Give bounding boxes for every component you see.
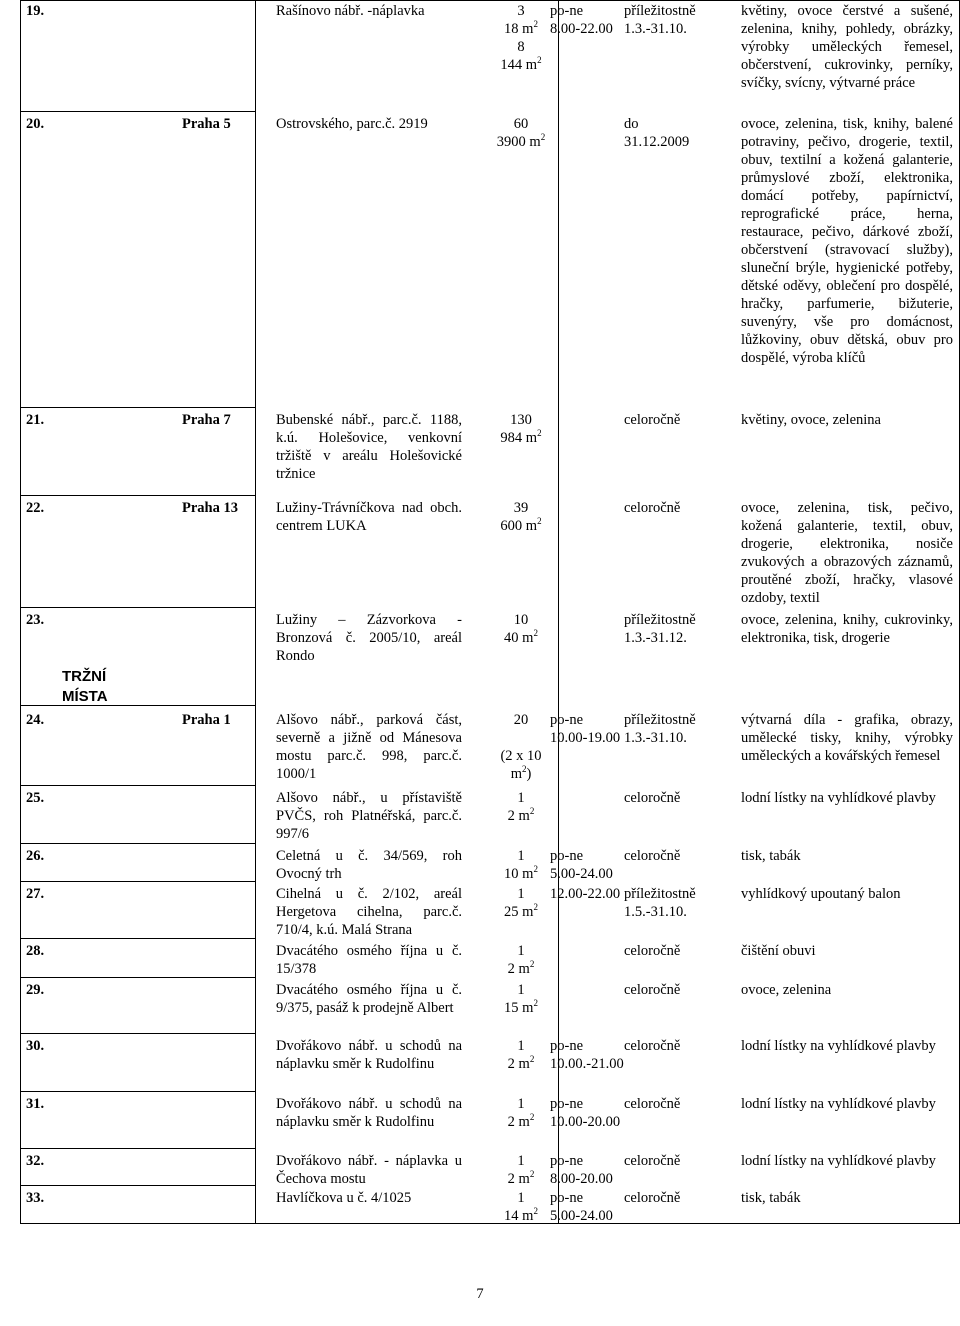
row-divider — [20, 938, 255, 939]
cell-no: 31. — [26, 1096, 45, 1112]
cell-count: 1 14 $m^2$ — [504, 1190, 538, 1224]
cell-address: Lužiny-Trávníčkova nad obch. centrem LUKA — [276, 500, 462, 534]
row-divider — [20, 843, 255, 844]
cell-count: 1 2 $m^2$ — [507, 943, 535, 977]
cell-period: celoročně — [624, 1190, 681, 1206]
cell-address: Lužiny – Zázvorkova - Bronzová č. 2005/10, areál Rondo — [276, 612, 462, 664]
cell-district: Praha 5 — [182, 116, 231, 132]
cell-no: 29. — [26, 982, 45, 998]
cell-period: příležitostně 1.3.-31.10. — [624, 3, 696, 37]
cell-period: celoročně — [624, 1038, 681, 1054]
row-divider — [20, 1033, 255, 1034]
cell-period: příležitostně 1.3.-31.12. — [624, 612, 696, 646]
cell-address: Bubenské nábř., parc.č. 1188, k.ú. Holešovice, venkovní tržiště v areálu Holešovické tržnice — [276, 412, 462, 482]
row-divider — [20, 977, 255, 978]
cell-count: 3 18 $m^2$ 8 144 $m^2$ — [500, 3, 542, 73]
cell-goods: čištění obuvi — [741, 943, 816, 959]
cell-period: celoročně — [624, 1096, 681, 1112]
cell-no: 28. — [26, 943, 45, 959]
cell-goods: lodní lístky na vyhlídkové plavby — [741, 1038, 936, 1054]
table-border-vertical — [255, 0, 256, 1224]
cell-address: Rašínovo nábř. -náplavka — [276, 3, 425, 19]
cell-count: 20 (2 x 10 $m^2$) — [500, 712, 542, 782]
cell-no: 21. — [26, 412, 45, 428]
table-border-horizontal — [20, 0, 960, 1]
page-number: 7 — [476, 1286, 484, 1302]
row-divider — [20, 1185, 255, 1186]
cell-hours: po-ne 8.00-20.00 — [550, 1153, 613, 1187]
cell-address: Dvořákovo nábř. u schodů na náplavku směr k Rudolfinu — [276, 1038, 462, 1072]
cell-count: 1 2 $m^2$ — [507, 1038, 535, 1072]
cell-goods: ovoce, zelenina, tisk, pečivo, kožená galanterie, textil, obuv, drogerie, elektronika, nosiče zvukových a obrazových záznamů, proutěné zboží, hračky, vlasové ozdoby, textil — [741, 500, 953, 606]
cell-address: Ostrovského, parc.č. 2919 — [276, 116, 428, 132]
cell-count: 130 984 $m^2$ — [500, 412, 542, 446]
cell-period: celoročně — [624, 790, 681, 806]
cell-count: 10 40 $m^2$ — [504, 612, 538, 646]
cell-address: Cihelná u č. 2/102, areál Hergetova cihelna, parc.č. 710/4, k.ú. Malá Strana — [276, 886, 462, 938]
cell-goods: vyhlídkový upoutaný balon — [741, 886, 901, 902]
cell-no: 32. — [26, 1153, 45, 1169]
cell-period: celoročně — [624, 412, 681, 428]
cell-district: Praha 13 — [182, 500, 238, 516]
row-divider — [20, 1148, 255, 1149]
cell-address: Dvacátého osmého října u č. 15/378 — [276, 943, 462, 977]
cell-goods: tisk, tabák — [741, 1190, 801, 1206]
cell-goods: tisk, tabák — [741, 848, 801, 864]
cell-district: Praha 7 — [182, 412, 231, 428]
cell-goods: výtvarná díla - grafika, obrazy, umělecké tisky, knihy, výrobky uměleckých a kovářských řemesel — [741, 712, 953, 764]
cell-period: příležitostně 1.5.-31.10. — [624, 886, 696, 920]
cell-no: 26. — [26, 848, 45, 864]
cell-no: 27. — [26, 886, 45, 902]
cell-no: 24. — [26, 712, 45, 728]
table-border-vertical — [20, 0, 21, 1224]
row-divider — [20, 785, 255, 786]
cell-hours: po-ne 5.00-24.00 — [550, 848, 613, 882]
cell-hours: po-ne 5.00-24.00 — [550, 1190, 613, 1224]
cell-no: 30. — [26, 1038, 45, 1054]
cell-count: 1 25 $m^2$ — [504, 886, 538, 920]
cell-address: Celetná u č. 34/569, roh Ovocný trh — [276, 848, 462, 882]
cell-period: celoročně — [624, 848, 681, 864]
cell-goods: květiny, ovoce, zelenina — [741, 412, 881, 428]
cell-count: 1 2 $m^2$ — [507, 790, 535, 824]
cell-count: 1 2 $m^2$ — [507, 1153, 535, 1187]
cell-count: 39 600 $m^2$ — [500, 500, 542, 534]
row-divider — [20, 1091, 255, 1092]
cell-period: celoročně — [624, 982, 681, 998]
cell-no: 23. — [26, 612, 45, 628]
cell-no: 25. — [26, 790, 45, 806]
row-divider — [20, 607, 255, 608]
cell-no: 19. — [26, 3, 45, 19]
cell-period: celoročně — [624, 1153, 681, 1169]
cell-goods: lodní lístky na vyhlídkové plavby — [741, 1096, 936, 1112]
row-divider — [20, 111, 255, 112]
cell-address: Dvořákovo nábř. u schodů na náplavku směr k Rudolfinu — [276, 1096, 462, 1130]
cell-goods: lodní lístky na vyhlídkové plavby — [741, 1153, 936, 1169]
cell-address: Alšovo nábř., parková část, severně a jižně od Mánesova mostu parc.č. 998, parc.č. 1000/1 — [276, 712, 462, 782]
row-divider — [20, 407, 255, 408]
cell-hours: po-ne 10.00.-21.00 — [550, 1038, 624, 1072]
cell-goods: ovoce, zelenina, knihy, cukrovinky, elektronika, tisk, drogerie — [741, 612, 953, 646]
cell-district: Praha 1 — [182, 712, 231, 728]
cell-no: 33. — [26, 1190, 45, 1206]
cell-goods: lodní lístky na vyhlídkové plavby — [741, 790, 936, 806]
row-divider — [20, 881, 255, 882]
cell-hours: po-ne 10.00-20.00 — [550, 1096, 621, 1130]
cell-hours: 12.00-22.00 — [550, 886, 621, 902]
cell-goods: květiny, ovoce čerstvé a sušené, zelenina, knihy, pohledy, obrázky, výrobky uměleckých řemesel, občerstvení, cukrovinky, perníky, svíčky, svícny, výtvarné práce — [741, 3, 953, 91]
cell-period: celoročně — [624, 943, 681, 959]
market-table — [20, 0, 960, 1224]
cell-hours: po-ne 10.00-19.00 — [550, 712, 621, 746]
cell-address: Dvacátého osmého října u č. 9/375, pasáž k prodejně Albert — [276, 982, 462, 1016]
cell-address: Alšovo nábř., u přístaviště PVČS, roh Platnéřská, parc.č. 997/6 — [276, 790, 462, 842]
cell-count: 1 2 $m^2$ — [507, 1096, 535, 1130]
cell-period: celoročně — [624, 500, 681, 516]
cell-count: 60 3900 $m^2$ — [496, 116, 546, 150]
cell-address: Havlíčkova u č. 4/1025 — [276, 1190, 412, 1206]
row-divider — [20, 495, 255, 496]
cell-hours: po-ne 8.00-22.00 — [550, 3, 613, 37]
cell-period: do 31.12.2009 — [624, 116, 690, 150]
cell-no: 22. — [26, 500, 45, 516]
cell-goods: ovoce, zelenina — [741, 982, 832, 998]
cell-no: 20. — [26, 116, 45, 132]
cell-address: Dvořákovo nábř. - náplavka u Čechova mostu — [276, 1153, 462, 1187]
cell-period: příležitostně 1.3.-31.10. — [624, 712, 696, 746]
cell-goods: ovoce, zelenina, tisk, knihy, balené potraviny, pečivo, drogerie, textil, obuv, textilní a kožená galanterie, průmyslové zboží, elektronika, domácí potřeby, papírnictví, reprografické práce, herna, restaurace, pečivo, dárkové zboží, občerstvení (stravovací služby), sluneční brýle, hygienické potřeby, dětské oděvy, oblečení pro dospělé, hračky, parfumerie, bižuterie, suvenýry, vše pro domácnost, lůžkoviny, obuv dětská, obuv pro dospělé, výroba klíčů — [741, 116, 953, 366]
section-label: TRŽNÍ MÍSTA — [62, 668, 108, 705]
cell-count: 1 15 $m^2$ — [504, 982, 538, 1016]
cell-count: 1 10 $m^2$ — [504, 848, 538, 882]
